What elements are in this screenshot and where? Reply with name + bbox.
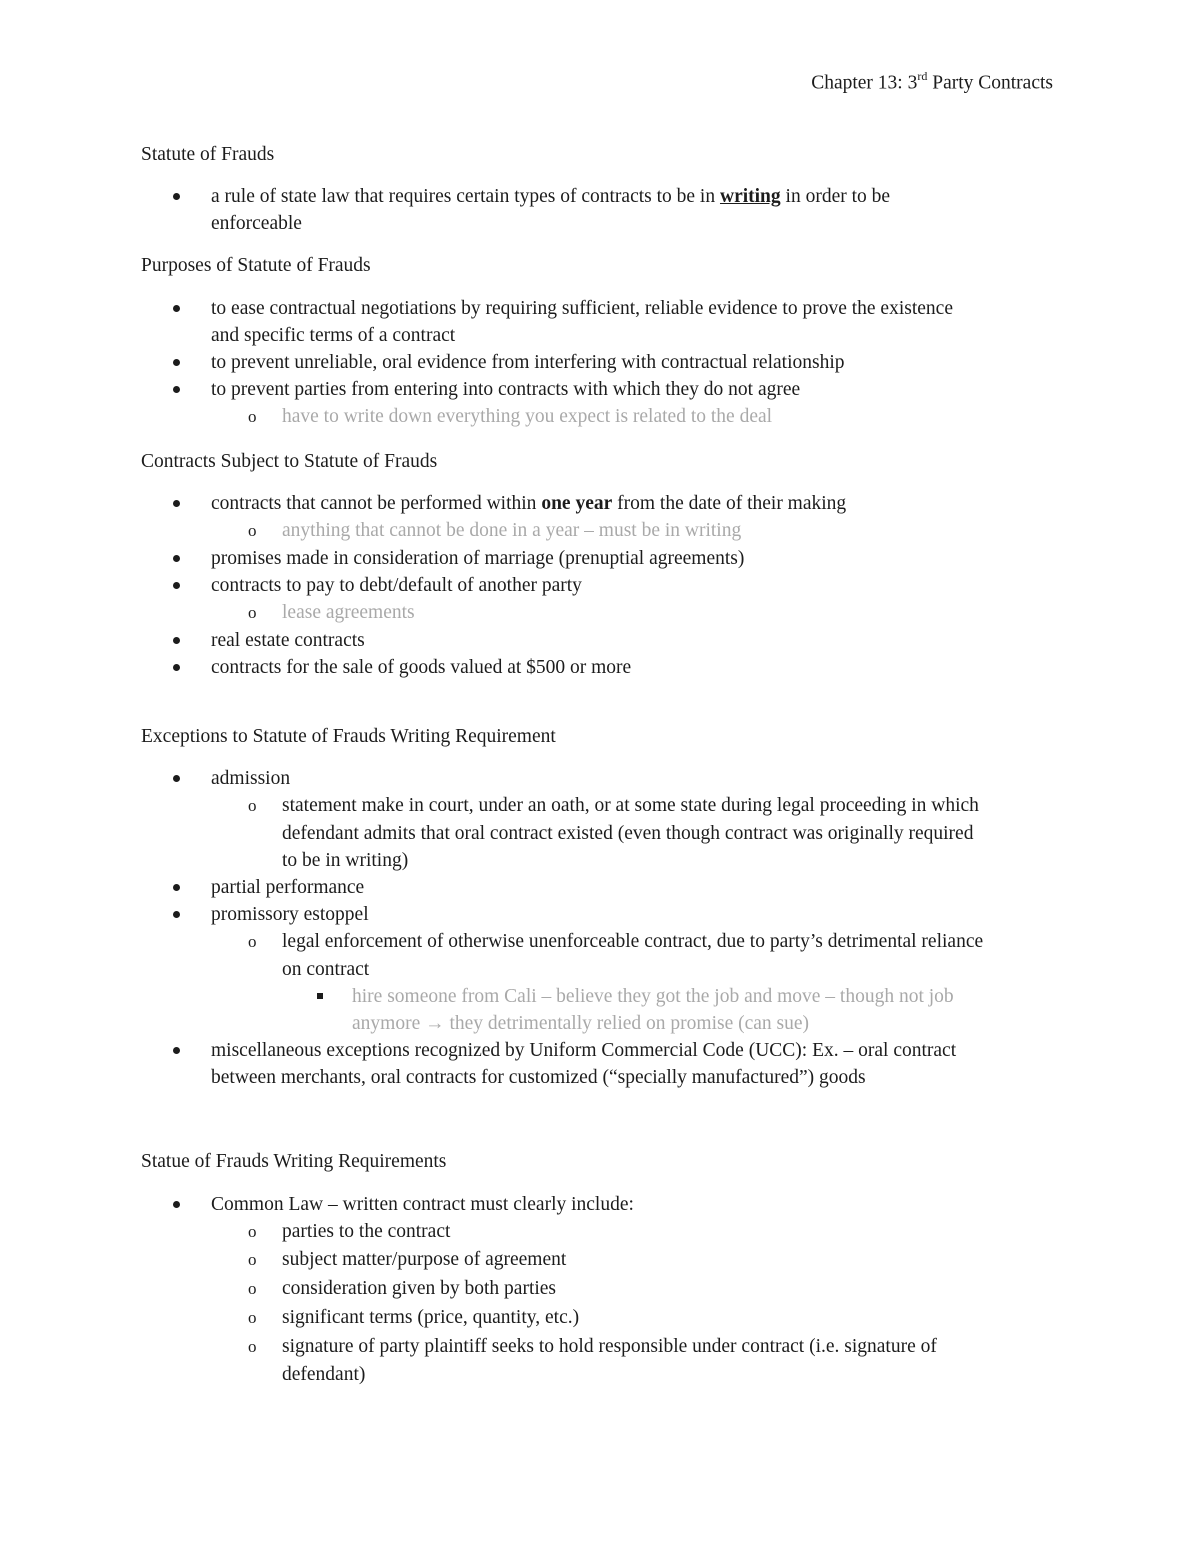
sub-list-item-cont: on contract [282,959,370,980]
list-item: to prevent unreliable, oral evidence from interfering with contractual relationship [211,352,845,373]
bullet-icon [173,1191,180,1218]
list-item: admission [211,768,291,789]
list-item-cont: and specific terms of a contract [211,325,456,346]
sub-bullet-icon: o [248,1337,257,1356]
bullet-icon [173,627,180,654]
subsub-list-item: hire someone from Cali – believe they got the job and move – though not job [352,986,954,1007]
bullet-icon [173,874,180,901]
bullet-icon [173,901,180,928]
section-heading-statute: Statute of Frauds [141,144,275,165]
list-item: a rule of state law that requires certain types of contracts to be in writing in order to be [211,186,891,207]
sub-bullet-icon: o [248,1308,257,1327]
square-bullet-icon [317,983,323,1010]
list-item: real estate contracts [211,630,365,651]
bullet-icon [173,654,180,681]
sub-list-item: subject matter/purpose of agreement [282,1249,567,1270]
section-heading-exceptions: Exceptions to Statute of Frauds Writing Requirement [141,726,556,747]
bullet-icon [173,295,180,322]
list-item: partial performance [211,877,365,898]
list-item: Common Law – written contract must clearly include: [211,1194,634,1215]
bullet-icon [173,376,180,403]
list-item: promissory estoppel [211,904,369,925]
sub-bullet-icon: o [248,407,257,426]
sub-list-item: parties to the contract [282,1221,451,1242]
section-heading-subject: Contracts Subject to Statute of Frauds [141,451,438,472]
list-item-cont: between merchants, oral contracts for customized (“specially manufactured”) goods [211,1067,866,1088]
bullet-icon [173,183,180,210]
header-prefix: Chapter 13: 3 [811,72,918,94]
list-item: promises made in consideration of marriage (prenuptial agreements) [211,548,745,569]
bullet-icon [173,349,180,376]
header-sup: rd [917,69,928,83]
sub-bullet-icon: o [248,603,257,622]
sub-list-item: significant terms (price, quantity, etc.) [282,1307,580,1328]
page-header [811,70,1053,95]
list-item: to prevent parties from entering into contracts with which they do not agree [211,379,801,400]
sub-list-item: statement make in court, under an oath, or at some state during legal proceeding in which [282,795,979,816]
list-item: miscellaneous exceptions recognized by Uniform Commercial Code (UCC): Ex. – oral contract [211,1040,957,1061]
arrow-right-icon: → [425,1013,445,1034]
bullet-icon [173,490,180,517]
list-item: contracts for the sale of goods valued at $500 or more [211,657,632,678]
sub-bullet-icon: o [248,932,257,951]
sub-list-item: signature of party plaintiff seeks to hold responsible under contract (i.e. signature of [282,1336,937,1357]
list-item: contracts to pay to debt/default of another party [211,575,582,596]
header-suffix: Party Contracts [927,72,1053,94]
sub-list-item-cont: defendant) [282,1364,366,1385]
sub-list-item: legal enforcement of otherwise unenforceable contract, due to party’s detrimental reliance [282,931,984,952]
sub-bullet-icon: o [248,521,257,540]
list-item: contracts that cannot be performed within one year from the date of their making [211,493,847,514]
bullet-icon [173,572,180,599]
sub-bullet-icon: o [248,1279,257,1298]
list-item: to ease contractual negotiations by requiring sufficient, reliable evidence to prove the existence [211,298,953,319]
sub-bullet-icon: o [248,796,257,815]
bullet-icon [173,765,180,792]
section-heading-purposes: Purposes of Statute of Frauds [141,255,371,276]
sub-bullet-icon: o [248,1222,257,1241]
section-heading-requirements: Statue of Frauds Writing Requirements [141,1151,447,1172]
subsub-list-item-cont: anymore → they detrimentally relied on promise (can sue) [352,1013,810,1034]
sub-list-item-cont: defendant admits that oral contract existed (even though contract was originally required [282,823,974,844]
bullet-icon [173,1037,180,1064]
sub-list-item: have to write down everything you expect is related to the deal [282,406,773,427]
list-item-cont: enforceable [211,213,302,234]
sub-list-item: anything that cannot be done in a year – must be in writing [282,520,742,541]
sub-list-item: consideration given by both parties [282,1278,557,1299]
sub-list-item-cont: to be in writing) [282,850,409,871]
sub-bullet-icon: o [248,1250,257,1269]
sub-list-item: lease agreements [282,602,415,623]
bullet-icon [173,545,180,572]
